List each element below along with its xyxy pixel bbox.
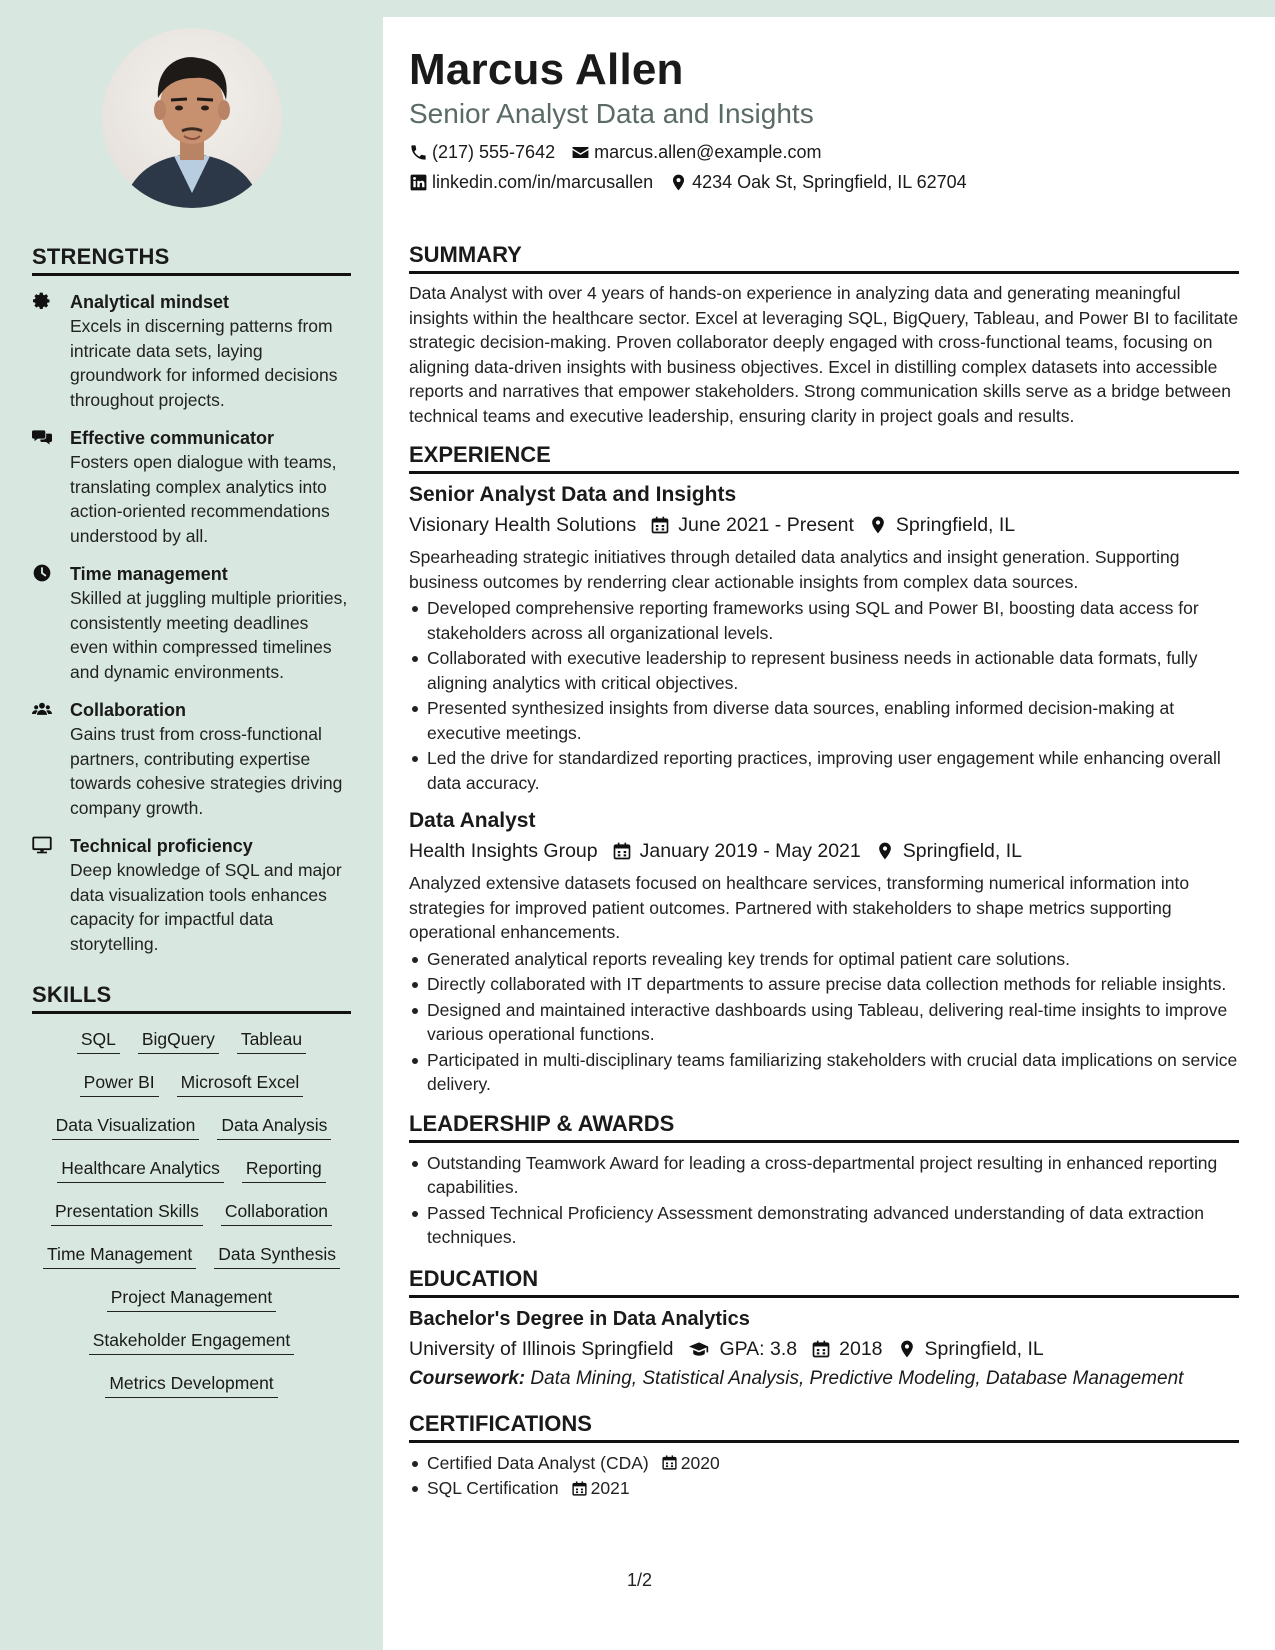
calendar-icon [650, 515, 670, 535]
list-item: Directly collaborated with IT departments to assure precise data collection methods for reliable insights. [409, 972, 1239, 997]
list-item: Designed and maintained interactive dashboards using Tableau, delivering real-time insights to improve various operational functions. [409, 998, 1239, 1047]
strength-title: Collaboration [70, 700, 186, 720]
education-entry [409, 1305, 1239, 1393]
skill-tag: Power BI [80, 1069, 159, 1097]
calendar-icon [612, 841, 632, 861]
monitor-icon [32, 835, 52, 855]
list-item [409, 1476, 1239, 1501]
company-name: Visionary Health Solutions [409, 514, 637, 536]
graduation-cap-icon [687, 1339, 711, 1359]
skill-tag: Project Management [107, 1284, 276, 1312]
coursework-text: Data Mining, Statistical Analysis, Predictive Modeling, Database Management [530, 1367, 1184, 1389]
leadership-list [409, 1151, 1239, 1250]
calendar-icon [571, 1480, 588, 1497]
skill-tag: Reporting [242, 1155, 326, 1183]
address-text: 4234 Oak St, Springfield, IL 62704 [692, 172, 967, 192]
strength-item [32, 562, 351, 684]
education-meta [409, 1335, 1239, 1363]
cert-name: SQL Certification [427, 1478, 559, 1498]
linkedin-icon [409, 173, 428, 192]
strength-desc: Skilled at juggling multiple priorities, consistently meeting deadlines even within compressed timelines and dynamic environments. [70, 588, 348, 682]
candidate-title: Senior Analyst Data and Insights [409, 98, 814, 129]
degree-title: Bachelor's Degree in Data Analytics [409, 1307, 750, 1330]
strength-title: Analytical mindset [70, 292, 230, 312]
email-link[interactable]: marcus.allen@example.com [594, 142, 822, 162]
job-title: Senior Analyst Data and Insights [409, 483, 737, 506]
list-item: Generated analytical reports revealing key trends for optimal patient care solutions. [409, 947, 1239, 972]
clock-icon [32, 563, 52, 583]
job-description: Spearheading strategic initiatives through detailed data analytics and insight generation. Supporting business outcomes by renderring clear actionable insights from complex data sources. [409, 547, 1180, 592]
list-item: Passed Technical Proficiency Assessment demonstrating advanced understanding of data extraction techniques. [409, 1201, 1239, 1250]
strength-desc: Fosters open dialogue with teams, translating complex analytics into action-oriented recommendations understood by all. [70, 452, 337, 546]
school-name: University of Illinois Springfield [409, 1337, 674, 1360]
skill-tag: Data Synthesis [214, 1241, 340, 1269]
job-location: Springfield, IL [895, 514, 1016, 536]
skills-heading: SKILLS [32, 982, 351, 1014]
skill-tag: Time Management [43, 1241, 196, 1269]
education-location: Springfield, IL [924, 1337, 1044, 1360]
linkedin-link[interactable]: linkedin.com/in/marcusallen [432, 172, 654, 192]
experience-heading: EXPERIENCE [409, 442, 1239, 474]
skill-tag: Collaboration [221, 1198, 332, 1226]
strengths-heading: STRENGTHS [32, 244, 351, 276]
list-item: Participated in multi-disciplinary teams familiarizing stakeholders with crucial data implications on service delivery. [409, 1048, 1239, 1097]
list-item: Led the drive for standardized reporting practices, improving user engagement while enhancing overall data accuracy. [409, 746, 1239, 795]
page-number: 1/2 [627, 1570, 653, 1590]
summary-heading: SUMMARY [409, 242, 1239, 274]
candidate-name: Marcus Allen [409, 45, 684, 94]
strength-title: Time management [70, 564, 228, 584]
leadership-heading: LEADERSHIP & AWARDS [409, 1111, 1239, 1143]
skill-tag: Healthcare Analytics [57, 1155, 224, 1183]
job-dates: June 2021 - Present [678, 514, 854, 536]
profile-photo [102, 28, 282, 208]
list-item: Collaborated with executive leadership to represent business needs in actionable data formats, fully aligning analytics with critical objectives. [409, 646, 1239, 695]
strength-desc: Excels in discerning patterns from intricate data sets, laying groundwork for informed decisions throughout projects. [70, 316, 338, 410]
job-bullets [409, 596, 1239, 795]
strength-item [32, 426, 351, 548]
list-item: Presented synthesized insights from diverse data sources, enabling informed decision-making at executive meetings. [409, 696, 1239, 745]
skill-tag: Microsoft Excel [177, 1069, 304, 1097]
list-item: Outstanding Teamwork Award for leading a cross-departmental project resulting in enhanced reporting capabilities. [409, 1151, 1239, 1200]
cert-year: 2021 [590, 1478, 630, 1498]
skill-tag: Presentation Skills [51, 1198, 203, 1226]
cert-year: 2020 [680, 1452, 720, 1473]
education-heading: EDUCATION [409, 1266, 1239, 1298]
skill-tag: Stakeholder Engagement [89, 1327, 295, 1355]
coursework-label: Coursework: [409, 1367, 526, 1389]
list-item [409, 1451, 1239, 1476]
contact-row [409, 140, 1239, 164]
job-description: Analyzed extensive datasets focused on healthcare services, transforming numerical information into strategies for improved patient outcomes. Partnered with stakeholders to shape metrics supporting operational enhancements. [409, 873, 1190, 942]
skill-tag: Data Analysis [217, 1112, 331, 1140]
coursework [409, 1365, 1239, 1393]
users-icon [32, 699, 52, 719]
certifications-heading: CERTIFICATIONS [409, 1411, 1239, 1443]
phone-icon [409, 143, 428, 162]
strength-title: Technical proficiency [70, 836, 253, 856]
job-title: Data Analyst [409, 809, 536, 832]
skill-tag: Data Visualization [52, 1112, 200, 1140]
strengths-list [32, 290, 351, 956]
strength-title: Effective communicator [70, 428, 275, 448]
contact-row [409, 170, 1239, 194]
cert-name: Certified Data Analyst (CDA) [427, 1452, 649, 1473]
location-pin-icon [875, 841, 895, 861]
graduation-year: 2018 [839, 1337, 883, 1360]
summary-text: Data Analyst with over 4 years of hands-on experience in analyzing data and generating meaningful insights within the healthcare sector. Excel at leveraging SQL, BigQuery, Tableau, and Power BI to facilitate strategic decision-making. Proven collaborator deeply engaged with cross-functional teams, focusing on aligning data-driven insights with business objectives. Excel in distilling complex datasets into accessible reports and narratives that empower stakeholders. Strong communication skills serve as a bridge between technical teams and executive leadership, ensuring clarity in project goals and results. [409, 283, 1239, 426]
location-pin-icon [868, 515, 888, 535]
gear-icon [32, 291, 52, 311]
job-meta [409, 837, 1239, 865]
skill-tag: Metrics Development [105, 1370, 277, 1398]
strength-item [32, 834, 351, 956]
main-content [383, 17, 1275, 1650]
certifications-list [409, 1451, 1239, 1501]
calendar-icon [661, 1454, 678, 1471]
strength-item [32, 698, 351, 820]
skill-tag: BigQuery [138, 1026, 219, 1054]
location-pin-icon [669, 173, 688, 192]
location-pin-icon [897, 1339, 917, 1359]
sidebar [0, 0, 383, 1650]
strength-desc: Gains trust from cross-functional partners, contributing expertise towards cohesive strategies driving company growth. [70, 724, 343, 818]
list-item: Developed comprehensive reporting frameworks using SQL and Power BI, boosting data access for stakeholders across all organizational levels. [409, 596, 1239, 645]
job-location: Springfield, IL [902, 840, 1022, 862]
skill-tag: SQL [77, 1026, 120, 1054]
job-dates: January 2019 - May 2021 [639, 840, 861, 862]
gpa: GPA: 3.8 [719, 1337, 798, 1360]
job-bullets [409, 947, 1239, 1097]
job-entry [409, 481, 1239, 795]
skills-list [32, 1026, 351, 1398]
strength-desc: Deep knowledge of SQL and major data visualization tools enhances capacity for impactful data storytelling. [70, 860, 342, 954]
company-name: Health Insights Group [409, 840, 598, 862]
strength-item [32, 290, 351, 412]
phone-text: (217) 555-7642 [432, 142, 556, 162]
email-icon [571, 143, 590, 162]
job-meta [409, 511, 1239, 539]
job-entry [409, 807, 1239, 1097]
chat-icon [32, 427, 52, 447]
calendar-icon [811, 1339, 831, 1359]
skill-tag: Tableau [237, 1026, 306, 1054]
